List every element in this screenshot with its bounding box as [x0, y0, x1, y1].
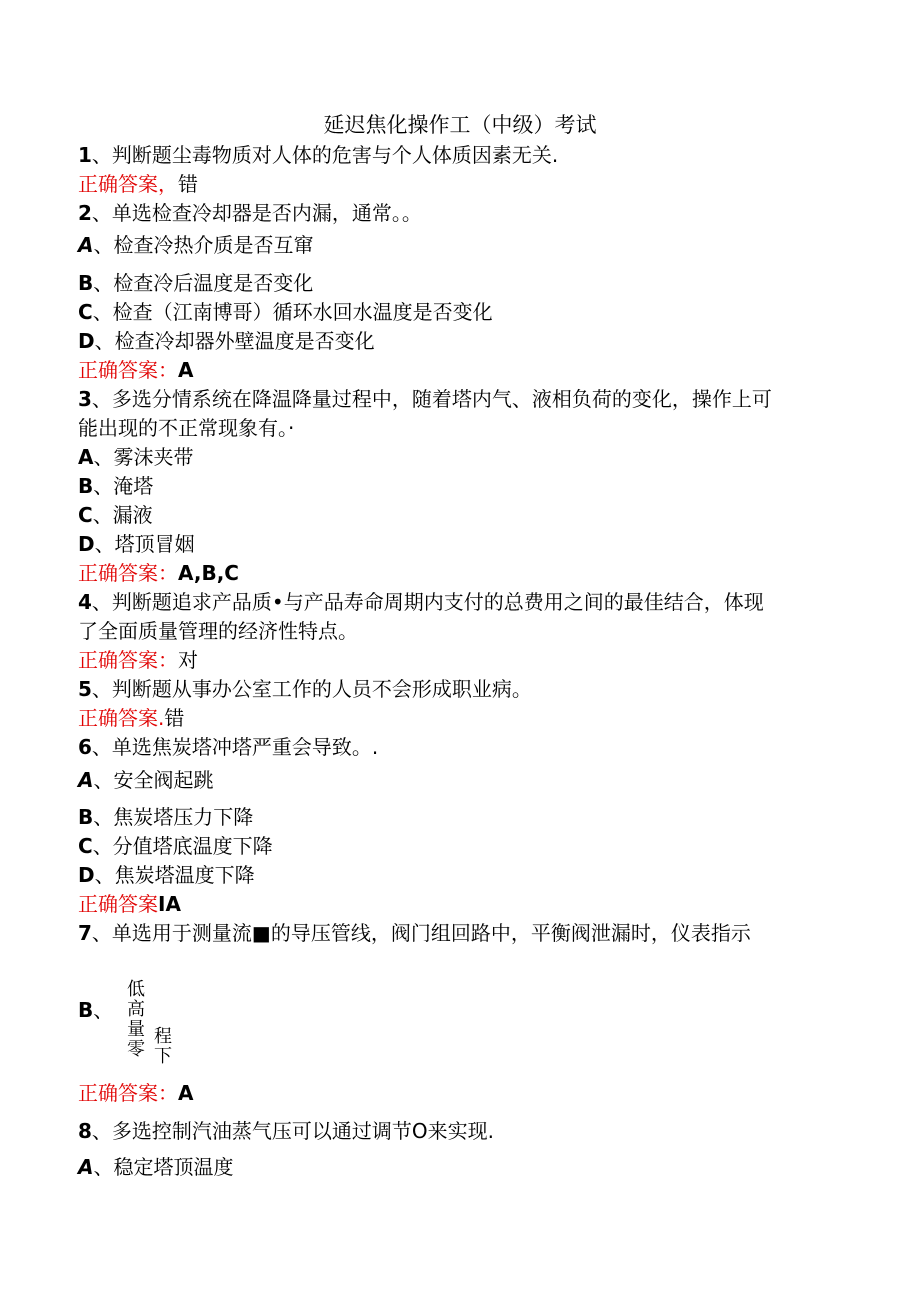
answer-label: 正确答案	[78, 892, 158, 916]
vertical-char: 下	[154, 1046, 172, 1067]
answer-label: 正确答案，	[78, 172, 178, 196]
option-2d	[78, 327, 375, 356]
option-2b	[78, 269, 313, 298]
answer-4	[78, 646, 198, 675]
question-number: 6	[78, 735, 92, 759]
question-number: 3	[78, 387, 92, 411]
question-7	[78, 919, 751, 948]
answer-value: 错	[178, 172, 198, 196]
option-2c	[78, 298, 493, 327]
question-4	[78, 588, 764, 617]
answer-label: 正确答案：	[78, 561, 178, 585]
question-6	[78, 733, 378, 762]
question-number: 2	[78, 201, 92, 225]
answer-3	[78, 559, 239, 588]
option-separator: 、	[93, 998, 114, 1022]
option-text: 、检查冷却器外壁温度是否变化	[94, 329, 375, 353]
question-8	[78, 1117, 494, 1146]
option-7b	[78, 996, 113, 1025]
option-3b	[78, 472, 153, 501]
answer-2	[78, 356, 193, 385]
option-text: 、分值塔底温度下降	[92, 834, 273, 858]
option-letter: C	[78, 503, 93, 527]
answer-6	[78, 890, 181, 919]
question-5	[78, 675, 532, 704]
option-letter: B	[78, 271, 94, 295]
question-number: 5	[78, 677, 92, 701]
option-text: 、淹塔	[93, 474, 154, 498]
answer-5	[78, 704, 184, 733]
option-letter: C	[78, 300, 93, 324]
option-text: 、检查冷后温度是否变化	[93, 271, 314, 295]
option-letter: C	[78, 834, 93, 858]
option-letter: A	[78, 1155, 94, 1179]
option-text: 、检查冷热介质是否互窜	[93, 233, 314, 257]
answer-value: A,B,C	[178, 561, 239, 585]
answer-label: 正确答案.	[78, 706, 165, 730]
option-letter: A	[78, 768, 94, 792]
option-letter: D	[78, 329, 95, 353]
option-letter: B	[78, 474, 94, 498]
question-4-continued: 了全面质量管理的经济性特点。	[78, 619, 358, 643]
option-3d	[78, 530, 195, 559]
option-3a	[78, 443, 193, 472]
option-letter: A	[78, 233, 94, 257]
answer-label: 正确答案：	[78, 358, 178, 382]
option-text: 、雾沫夹带	[93, 445, 194, 469]
option-text: 、焦炭塔压力下降	[93, 805, 254, 829]
option-text: 、漏液	[92, 503, 153, 527]
question-text: 、单选检查冷却器是否内漏，通常。。	[91, 201, 422, 225]
answer-value: 错	[164, 706, 185, 730]
answer-value: IA	[158, 892, 181, 916]
option-6b	[78, 803, 253, 832]
vertical-char: 低	[127, 979, 145, 1000]
option-text: 、安全阀起跳	[93, 768, 214, 792]
vertical-char: 零	[127, 1039, 145, 1060]
answer-label: 正确答案：	[78, 1081, 178, 1105]
option-letter: B	[78, 805, 94, 829]
vertical-char: 量	[127, 1019, 145, 1040]
option-8a	[78, 1153, 233, 1182]
option-3c	[78, 501, 153, 530]
option-letter: A	[78, 445, 94, 469]
question-3-continued: 能出现的不正常现象有。·	[78, 416, 295, 440]
answer-value: A	[178, 1081, 194, 1105]
answer-value: A	[178, 358, 194, 382]
answer-1	[78, 170, 198, 199]
question-text: 、判断题从事办公室工作的人员不会形成职业病。	[91, 677, 532, 701]
vertical-char: 高	[127, 999, 145, 1020]
document-title: 延迟焦化操作工（中级）考试	[323, 113, 597, 137]
option-6d	[78, 861, 255, 890]
question-number: 4	[78, 590, 92, 614]
vertical-char: 程	[154, 1026, 172, 1047]
option-2a	[78, 231, 313, 260]
question-text: 、多选分情系统在降温降量过程中，随着塔内气、液相负荷的变化，操作上可	[91, 387, 772, 411]
question-text: 、判断题追求产品质•与产品寿命周期内支付的总费用之间的最佳结合，体现	[91, 590, 764, 614]
option-text: 、塔顶冒姻	[94, 532, 195, 556]
option-text: 、焦炭塔温度下降	[94, 863, 255, 887]
question-text: 、多选控制汽油蒸气压可以通过调节O来实现.	[91, 1119, 495, 1143]
question-text: 、判断题尘毒物质对人体的危害与个人体质因素无关.	[91, 143, 559, 167]
question-text: 、单选焦炭塔冲塔严重会导致。.	[91, 735, 379, 759]
option-6c	[78, 832, 273, 861]
question-1	[78, 141, 558, 170]
option-letter: D	[78, 532, 95, 556]
answer-7	[78, 1079, 193, 1108]
question-2	[78, 199, 422, 228]
option-6a	[78, 766, 213, 795]
option-text: 、检查（江南博哥）循环水回水温度是否变化	[92, 300, 493, 324]
question-number: 7	[78, 921, 92, 945]
question-text: 、单选用于测量流■的导压管线，阀门组回路中，平衡阀泄漏时，仪表指示	[91, 921, 751, 945]
garbled-vertical-text-1	[124, 980, 148, 1060]
answer-value: 对	[178, 648, 198, 672]
answer-label: 正确答案：	[78, 648, 178, 672]
option-text: 、稳定塔顶温度	[93, 1155, 234, 1179]
garbled-vertical-text-2	[151, 1027, 175, 1067]
question-number: 8	[78, 1119, 92, 1143]
question-3	[78, 385, 772, 414]
question-number: 1	[78, 143, 92, 167]
option-letter: D	[78, 863, 95, 887]
option-letter: B	[78, 998, 94, 1022]
